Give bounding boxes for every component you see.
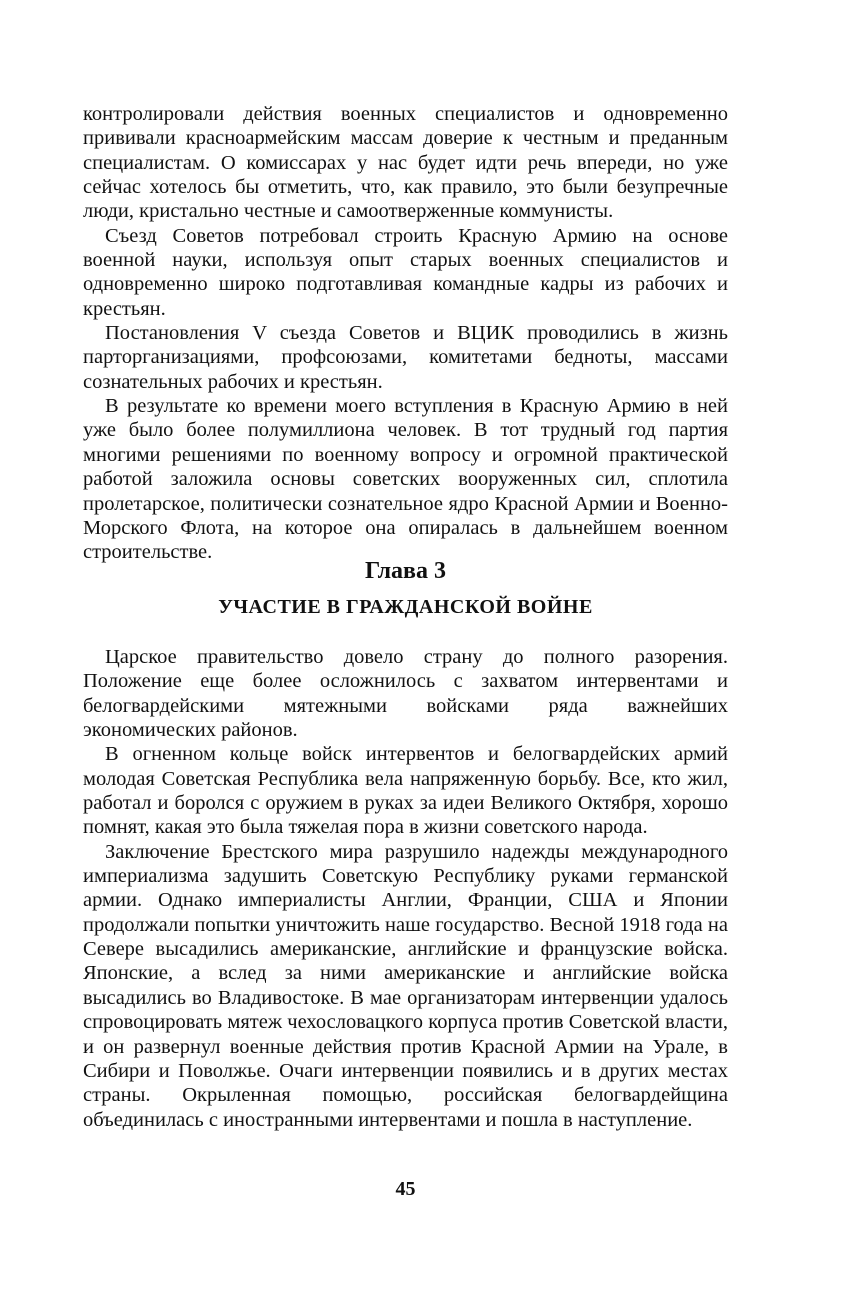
text-block-chapter bbox=[83, 645, 728, 1132]
paragraph: Царское правительство довело страну до полного разорения. Положение еще более осложнилось с захватом интервентами и белогвардейскими мятежными войсками ряда важнейших экономических районов. bbox=[83, 646, 728, 742]
paragraph: В огненном кольце войск интервентов и белогвардейских армий молодая Советская Республика вела напряженную борьбу. Все, кто жил, работал и боролся с оружием в руках за идеи Великого Октября, хорошо помнят, какая это была тяжелая пора в жизни советского народа. bbox=[83, 743, 728, 839]
chapter-number: Глава 3 bbox=[365, 558, 446, 584]
paragraph: Заключение Брестского мира разрушило надежды международного империализма задушить Советскую Республику руками германской армии. Однако империалисты Англии, Франции, США и Японии продолжали попытки уничтожить наше государство. Весной 1918 года на Севере высадились американские, английские и французские войска. Японские, а вслед за ними американские и английские войска высадились во Владивостоке. В мае организаторам интервенции удалось спровоцировать мятеж чехословацкого корпуса против Советской власти, и он развернул военные действия против Красной Армии на Урале, в Сибири и Поволжье. Очаги интервенции появились и в других местах страны. Окрыленная помощью, российская белогвардейщина объединилась с иностранными интервентами и пошла в наступление. bbox=[83, 840, 728, 1131]
chapter-title: УЧАСТИЕ В ГРАЖДАНСКОЙ ВОЙНЕ bbox=[218, 596, 593, 618]
page-number: 45 bbox=[395, 1178, 416, 1200]
paragraph: контролировали действия военных специалистов и одновременно прививали красноармейским массам доверие к честным и преданным специалистам. О комиссарах у нас будет идти речь впереди, но уже сейчас хотелось бы отметить, что, как правило, это были безупречные люди, кристально честные и самоотверженные коммунисты. bbox=[83, 103, 728, 223]
paragraph: Съезд Советов потребовал строить Красную Армию на основе военной науки, используя опыт старых военных специалистов и одновременно широко подготавливая командные кадры из рабочих и крестьян. bbox=[83, 224, 728, 320]
paragraph: Постановления V съезда Советов и ВЦИК проводились в жизнь парторганизациями, профсоюзами, комитетами бедноты, массами сознательных рабочих и крестьян. bbox=[83, 322, 728, 393]
text-block-continuation bbox=[83, 102, 728, 565]
paragraph: В результате ко времени моего вступления в Красную Армию в ней уже было более полумиллиона человек. В тот трудный год партия многими решениями по военному вопросу и огромной практической работой заложила основы советских вооруженных сил, сплотила пролетарское, политически сознательное ядро Красной Армии и Военно-Морского Флота, на которое она опиралась в дальнейшем военном строительстве. bbox=[83, 395, 728, 564]
